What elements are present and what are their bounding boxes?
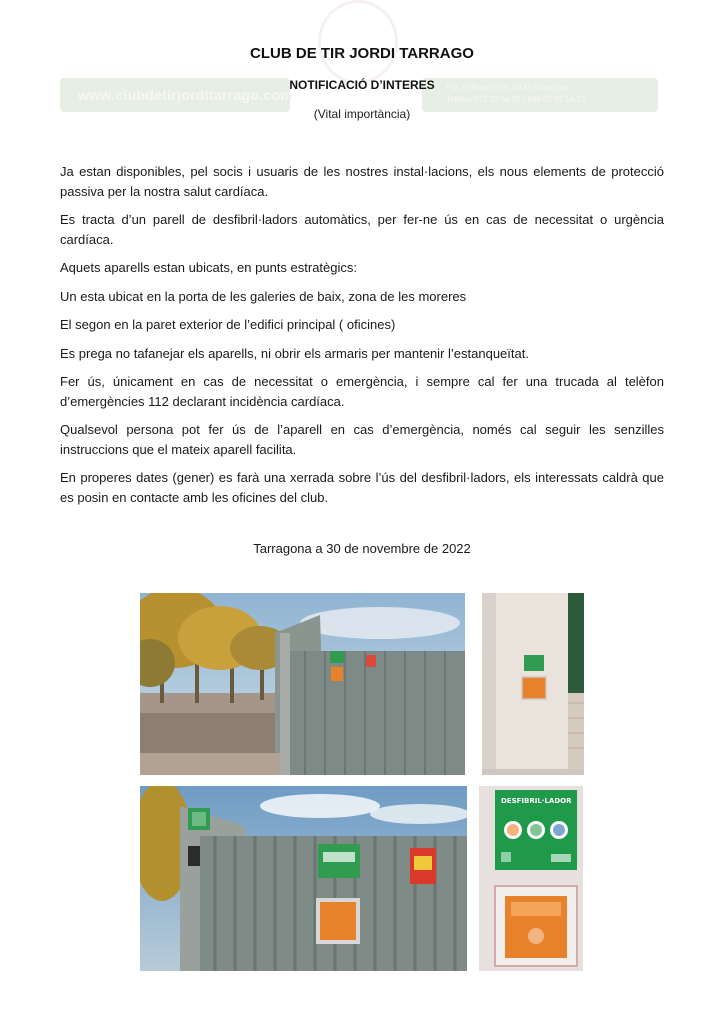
photo-office-wall-aed: [482, 593, 584, 775]
paragraph: Es prega no tafanejar els aparells, ni obrir els armaris per mantenir l’estanqueïtat.: [60, 345, 529, 361]
photo-gallery-gate-aed: [140, 593, 465, 775]
paragraph: Aquets aparells estan ubicats, en punts estratègics:: [60, 260, 358, 275]
club-seal-icon: [318, 0, 398, 84]
photo-aed-cabinet-closeup: [479, 786, 583, 971]
watermark-contact-line2: Telèfon 977 52 54 50 / 646 07 62 14 19: [446, 95, 586, 104]
notice-body: [60, 162, 664, 516]
page-title: CLUB DE TIR JORDI TARRAGO: [250, 45, 474, 62]
watermark-url: www.clubdetirjorditarrago.com: [78, 87, 294, 103]
photo-gate-closeup-aed: [140, 786, 467, 971]
watermark-contact-line1: Pje. Fallerans s/n, 43 Al Tarragona: [446, 83, 569, 92]
paragraph: Fer ús, únicament en cas de necessitat o emergència, i sempre cal fer una trucada al telèfon d’emergències 112 declarant incidència cardíaca.: [60, 374, 664, 409]
paragraph: Un esta ubicat en la porta de les galeries de baix, zona de les moreres: [60, 288, 467, 304]
paragraph: Es tracta d’un parell de desfibril·ladors automàtics, per fer-ne ús en cas de necessitat o urgència cardíaca.: [60, 212, 664, 247]
importance-note: (Vital importància): [313, 107, 411, 121]
sign-label: DESFIBRIL·LADOR: [501, 797, 572, 805]
paragraph: En properes dates (gener) es farà una xerrada sobre l’ús del desfibril·ladors, els interessats caldrà que es posin en contacte amb les oficines del club.: [60, 470, 664, 505]
page-subtitle: NOTIFICACIÓ D’INTERES: [289, 78, 435, 92]
paragraph: El segon en la paret exterior de l’edifici principal ( oficines): [60, 317, 396, 332]
paragraph: Ja estan disponibles, pel socis i usuaris de les nostres instal·lacions, els nous elements de protecció passiva per la nostra salut cardíaca.: [60, 164, 664, 199]
paragraph: Qualsevol persona pot fer ús de l’aparell en cas d’emergència, només cal seguir les senzilles instruccions que el mateix aparell facilita.: [60, 422, 664, 457]
date-signoff: Tarragona a 30 de novembre de 2022: [253, 541, 471, 556]
